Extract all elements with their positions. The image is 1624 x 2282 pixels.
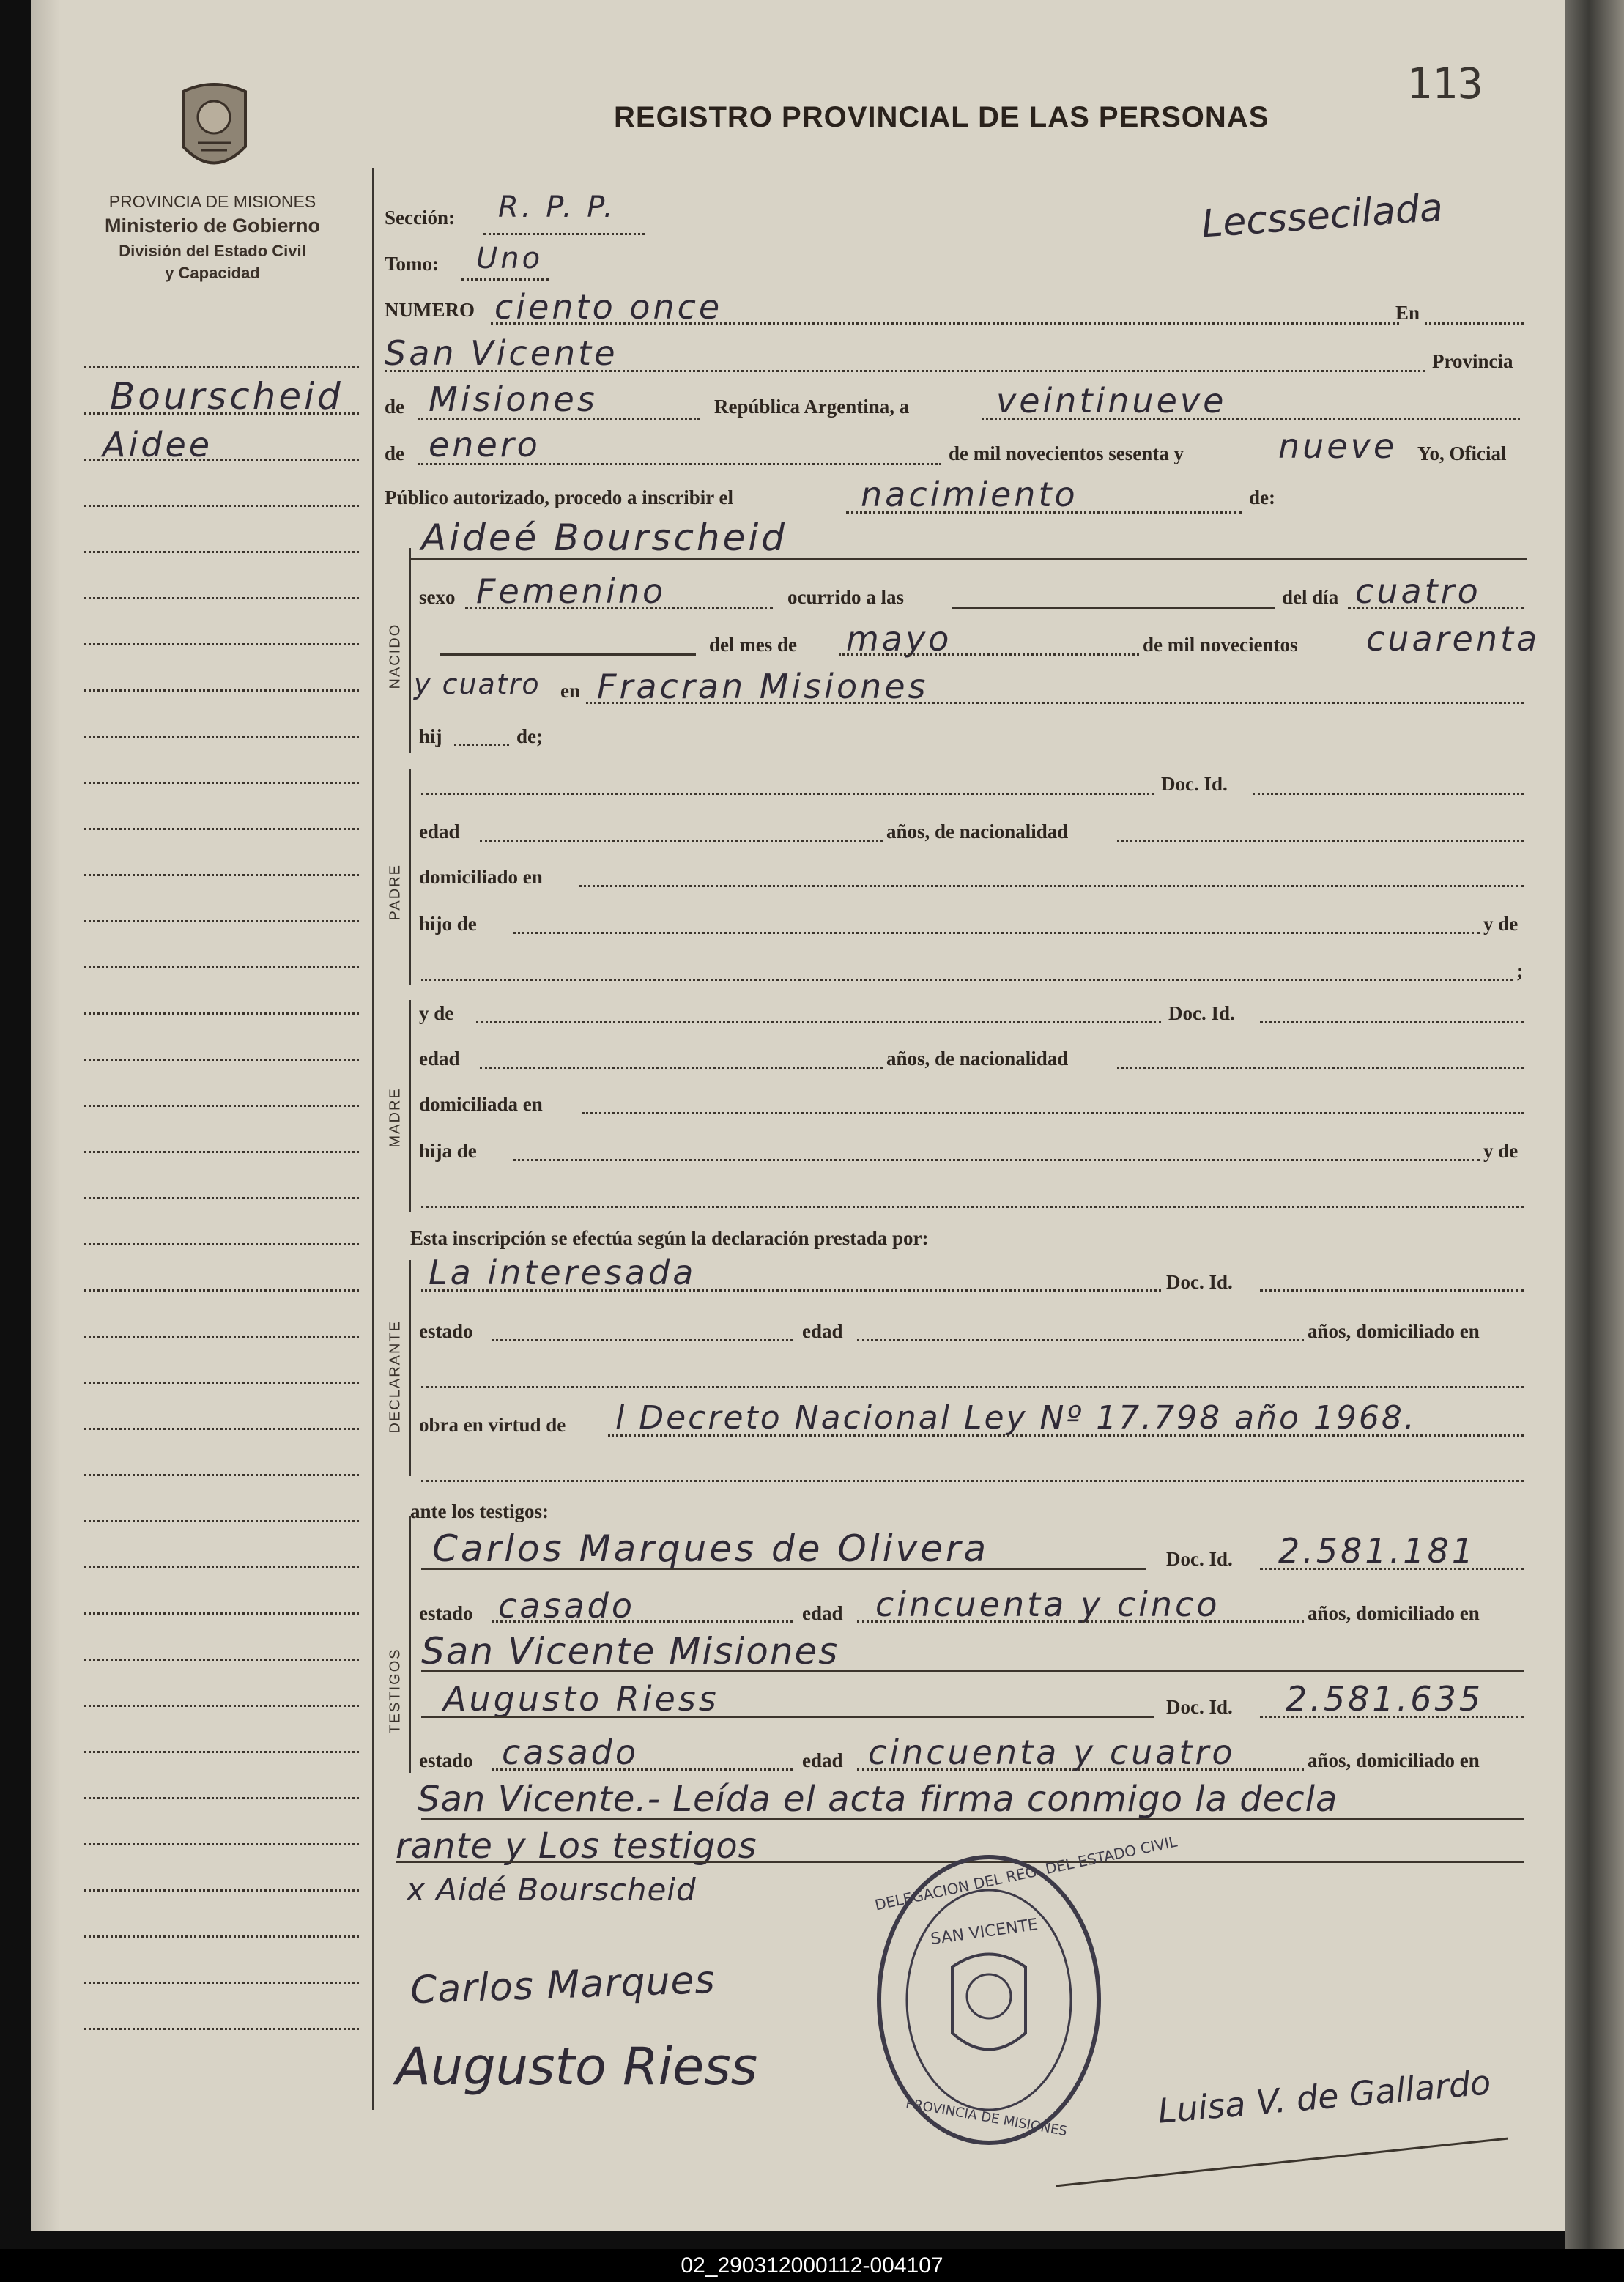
declarante-name: La interesada: [429, 1253, 697, 1292]
coat-of-arms-icon: [176, 77, 253, 183]
seccion-label: Sección:: [385, 207, 455, 229]
signature-oficial: Luisa V. de Gallardo: [1156, 2062, 1493, 2131]
obra-end-line: [421, 1480, 1524, 1482]
madre-edad-line: [480, 1067, 883, 1069]
signature-testigo1: Carlos Marques: [409, 1957, 716, 2013]
margin-ruled-line: [84, 1336, 359, 1338]
provincia-label: Provincia: [1432, 350, 1513, 372]
obra-label: obra en virtud de: [419, 1414, 566, 1436]
day-line: [982, 418, 1520, 420]
testigo2-estado: casado: [502, 1733, 639, 1772]
en-line: [1425, 322, 1524, 325]
testigo1-estado-label: estado: [419, 1602, 473, 1624]
act-value: nacimiento: [861, 475, 1078, 514]
testigo2-estado-label: estado: [419, 1749, 473, 1771]
numero-value: ciento once: [494, 287, 723, 327]
margin-ruled-line: [84, 1612, 359, 1615]
margin-ruled-line: [84, 2028, 359, 2030]
republica-label: República Argentina, a: [714, 396, 910, 418]
padre-dom-label: domiciliado en: [419, 866, 543, 888]
declarante-border: [409, 1260, 411, 1476]
signature-declarante: x Aidé Bourscheid: [407, 1872, 697, 1908]
declarante-intro: Esta inscripción se efectúa según la declaración prestada por:: [410, 1227, 929, 1249]
hij-de-label: de;: [516, 725, 543, 747]
margin-ruled-line: [84, 1474, 359, 1476]
ocurrido-line: [952, 607, 1275, 609]
margin-ruled-line: [84, 1197, 359, 1199]
testigo1-anos-label: años, domiciliado en: [1308, 1602, 1480, 1624]
numero-label: NUMERO: [385, 299, 475, 321]
madre-yde2-label: y de: [1483, 1140, 1519, 1162]
margin-ruled-line: [84, 920, 359, 922]
nacido-border: [409, 548, 411, 753]
testigo2-estado-line: [492, 1768, 793, 1771]
margin-ruled-line: [84, 597, 359, 599]
testigo1-doc: 2.581.181: [1278, 1531, 1477, 1571]
testigo2-doc-line: [1260, 1716, 1524, 1718]
declarante-dom-line: [421, 1386, 1524, 1388]
side-label-padre: PADRE: [387, 864, 404, 921]
testigo1-doc-label: Doc. Id.: [1166, 1548, 1233, 1570]
tomo-line: [461, 278, 549, 281]
margin-ruled-line: [84, 1520, 359, 1522]
registry-page: [31, 0, 1565, 2231]
page-number: 113: [1406, 59, 1483, 108]
seal-bottom-text: PROVINCIA DE MISIONES: [904, 2095, 1069, 2140]
margin-ruled-line: [84, 1382, 359, 1384]
madre-edad-label: edad: [419, 1048, 460, 1070]
testigo1-name: Carlos Marques de Olivera: [432, 1527, 990, 1570]
testigo1-estado-line: [492, 1620, 793, 1623]
margin-surname: Bourscheid: [110, 375, 344, 418]
de-colon-label: de:: [1249, 486, 1275, 508]
anio-label: de mil novecientos: [1143, 634, 1298, 656]
province-line: [418, 418, 700, 420]
madre-hija-label: hija de: [419, 1140, 477, 1162]
city-line: [385, 370, 1425, 372]
tomo-label: Tomo:: [385, 253, 440, 275]
mes-label: del mes de: [709, 634, 797, 656]
margin-ruled-line: [84, 1659, 359, 1661]
testigo2-anos-label: años, domiciliado en: [1308, 1749, 1480, 1771]
madre-nac-label: años, de nacionalidad: [886, 1048, 1069, 1070]
sexo-label: sexo: [419, 586, 456, 608]
padre-doc-line: [1253, 793, 1524, 795]
madre-doc-line: [1260, 1021, 1524, 1023]
seal-inner-text: SAN VICENTE: [929, 1915, 1039, 1949]
testigo2-doc: 2.581.635: [1286, 1679, 1484, 1719]
madre-dom-label: domiciliada en: [419, 1093, 543, 1115]
closing-text: rante y Los testigos: [396, 1826, 757, 1867]
main-column-border: [372, 168, 374, 2110]
testigo1-dom: San Vicente Misiones: [421, 1630, 839, 1672]
testigo2-edad-label: edad: [802, 1749, 843, 1771]
padre-madre-line: [421, 979, 1513, 981]
padre-doc-label: Doc. Id.: [1161, 773, 1228, 795]
madre-border: [409, 1000, 411, 1212]
margin-ruled-line: [84, 1151, 359, 1153]
margin-ruled-line: [84, 1935, 359, 1938]
side-label-declarante: DECLARANTE: [387, 1320, 404, 1434]
ocurrido-label: ocurrido a las: [787, 586, 904, 608]
ministry-division: División del Estado Civil: [119, 242, 306, 260]
book-edge: [1565, 0, 1624, 2249]
declarante-doc-label: Doc. Id.: [1166, 1271, 1233, 1293]
testigo2-name-line: [421, 1716, 1154, 1718]
obra-line: [608, 1434, 1524, 1437]
de-label: de: [385, 396, 404, 418]
margin-ruled-line: [84, 1289, 359, 1292]
yo-oficial-label: Yo, Oficial: [1417, 442, 1507, 464]
padre-edad-line: [480, 840, 883, 842]
padre-nac-label: años, de nacionalidad: [886, 820, 1069, 842]
padre-hijo-label: hijo de: [419, 913, 477, 935]
mes-line: [839, 653, 1139, 656]
testigo2-edad-line: [857, 1768, 1304, 1771]
margin-ruled-line: [84, 966, 359, 968]
act-line: [846, 511, 1242, 514]
anio-value: cuarenta: [1366, 619, 1540, 659]
obra-value: l Decreto Nacional Ley Nº 17.798 año 1968.: [615, 1399, 1417, 1437]
margin-ruled-line: [84, 1889, 359, 1892]
side-label-testigos: TESTIGOS: [387, 1648, 404, 1734]
seccion-line: [483, 233, 645, 235]
declarante-anos-label: años, domiciliado en: [1308, 1320, 1480, 1342]
month-value: enero: [429, 425, 541, 464]
madre-hija-line: [513, 1159, 1480, 1161]
margin-ruled-line: [84, 1982, 359, 1984]
page-title: REGISTRO PROVINCIAL DE LAS PERSONAS: [614, 101, 1269, 133]
testigo2-edad: cincuenta y cuatro: [868, 1733, 1236, 1772]
declarante-estado-label: estado: [419, 1320, 473, 1342]
testigo1-estado: casado: [498, 1586, 635, 1626]
publico-label: Público autorizado, procedo a inscribir el: [385, 486, 733, 508]
hij-label: hij: [419, 725, 442, 747]
side-label-madre: MADRE: [387, 1087, 404, 1148]
padre-border: [409, 769, 411, 985]
padre-dom-line: [579, 885, 1524, 887]
person-value: Aideé Bourscheid: [421, 516, 788, 559]
mes-value: mayo: [846, 619, 952, 659]
hij-line: [454, 744, 509, 746]
side-label-nacido: NACIDO: [387, 623, 404, 689]
testigo1-edad: cincuenta y cinco: [875, 1585, 1220, 1624]
testigo1-doc-line: [1260, 1568, 1524, 1570]
margin-ruled-line: [84, 828, 359, 830]
day-value: veintinueve: [996, 381, 1227, 421]
padre-nac-line: [1117, 840, 1524, 842]
margin-ruled-line: [84, 736, 359, 738]
testigo2-doc-label: Doc. Id.: [1166, 1696, 1233, 1718]
lugar-value: Fracran Misiones: [597, 667, 929, 706]
testigos-border: [409, 1516, 411, 1773]
padre-hijo-line: [513, 932, 1480, 934]
madre-doc-label: Doc. Id.: [1168, 1002, 1235, 1024]
declarante-edad-line: [857, 1339, 1304, 1341]
declarante-doc-line: [1260, 1289, 1524, 1292]
month-line: [418, 463, 941, 465]
margin-ruled-line: [84, 1059, 359, 1061]
en-place-label: en: [560, 680, 580, 702]
del-dia-label: del día: [1282, 586, 1339, 608]
ministry-name: Ministerio de Gobierno: [104, 215, 321, 237]
en-label: En: [1395, 302, 1420, 324]
testigo1-name-line: [421, 1568, 1146, 1570]
declarante-name-line: [421, 1289, 1161, 1292]
ministry-province: PROVINCIA DE MISIONES: [108, 192, 316, 211]
madre-dom-line: [582, 1112, 1524, 1114]
signature-testigo2: Augusto Riess: [396, 2037, 758, 2097]
testigos-intro: ante los testigos:: [410, 1500, 549, 1522]
margin-ruled-line: [84, 1751, 359, 1753]
margin-ruled-line: [84, 1797, 359, 1799]
city-value: San Vicente: [385, 333, 618, 373]
year-value: nueve: [1278, 426, 1398, 466]
padre-name-line: [421, 793, 1154, 795]
padre-edad-label: edad: [419, 820, 460, 842]
image-caption: 02_290312000112-004107: [0, 2249, 1624, 2282]
top-signature: Lecssecilada: [1200, 185, 1445, 247]
padre-semicolon: ;: [1516, 960, 1523, 982]
margin-ruled-line: [84, 505, 359, 507]
anio-value-2: y cuatro: [414, 668, 541, 700]
province-value: Misiones: [429, 379, 598, 419]
margin-ruled-line: [84, 1843, 359, 1845]
margin-ruled-line: [84, 1243, 359, 1245]
margin-ruled-line: [84, 874, 359, 876]
testigo2-dom-line: [421, 1818, 1524, 1820]
tomo-value: Uno: [476, 242, 544, 275]
dia-value: cuatro: [1355, 571, 1481, 611]
mes-blank-line: [440, 653, 696, 656]
margin-ruled-line: [84, 1428, 359, 1430]
lugar-line: [586, 702, 1524, 704]
year-label: de mil novecientos sesenta y: [949, 442, 1184, 464]
seal-outer-text: DELEGACION DEL REG. DEL ESTADO CIVIL: [873, 1832, 1179, 1914]
month-prefix-label: de: [385, 442, 404, 464]
margin-name: Aidee: [103, 425, 213, 464]
sexo-value: Femenino: [476, 571, 667, 611]
margin-ruled-line: [84, 1105, 359, 1107]
testigo2-dom: San Vicente.- Leída el acta firma conmigo la decla: [418, 1779, 1338, 1820]
declarante-edad-label: edad: [802, 1320, 843, 1342]
numero-line: [491, 322, 1399, 325]
madre-end-line: [421, 1206, 1524, 1208]
margin-ruled-line: [84, 782, 359, 784]
seccion-value: R. P. P.: [498, 190, 616, 224]
declarante-estado-line: [492, 1339, 793, 1341]
testigo1-edad-label: edad: [802, 1602, 843, 1624]
dia-line: [1348, 607, 1524, 609]
madre-nac-line: [1117, 1067, 1524, 1069]
testigo2-name: Augusto Riess: [443, 1679, 719, 1719]
margin-ruled-line: [84, 643, 359, 645]
margin-ruled-line: [84, 366, 359, 368]
sexo-line: [465, 607, 773, 609]
margin-ruled-line: [84, 1705, 359, 1707]
madre-name-line: [476, 1021, 1161, 1023]
person-line: [410, 558, 1527, 560]
margin-ruled-line: [84, 1566, 359, 1568]
margin-ruled-line: [84, 689, 359, 692]
testigo1-edad-line: [857, 1620, 1304, 1623]
margin-ruled-line: [84, 551, 359, 553]
padre-yde-label: y de: [1483, 913, 1519, 935]
margin-ruled-line: [84, 1012, 359, 1015]
madre-yde-label: y de: [419, 1002, 454, 1024]
ministry-division-2: y Capacidad: [165, 264, 260, 282]
testigo1-dom-line: [421, 1670, 1524, 1672]
